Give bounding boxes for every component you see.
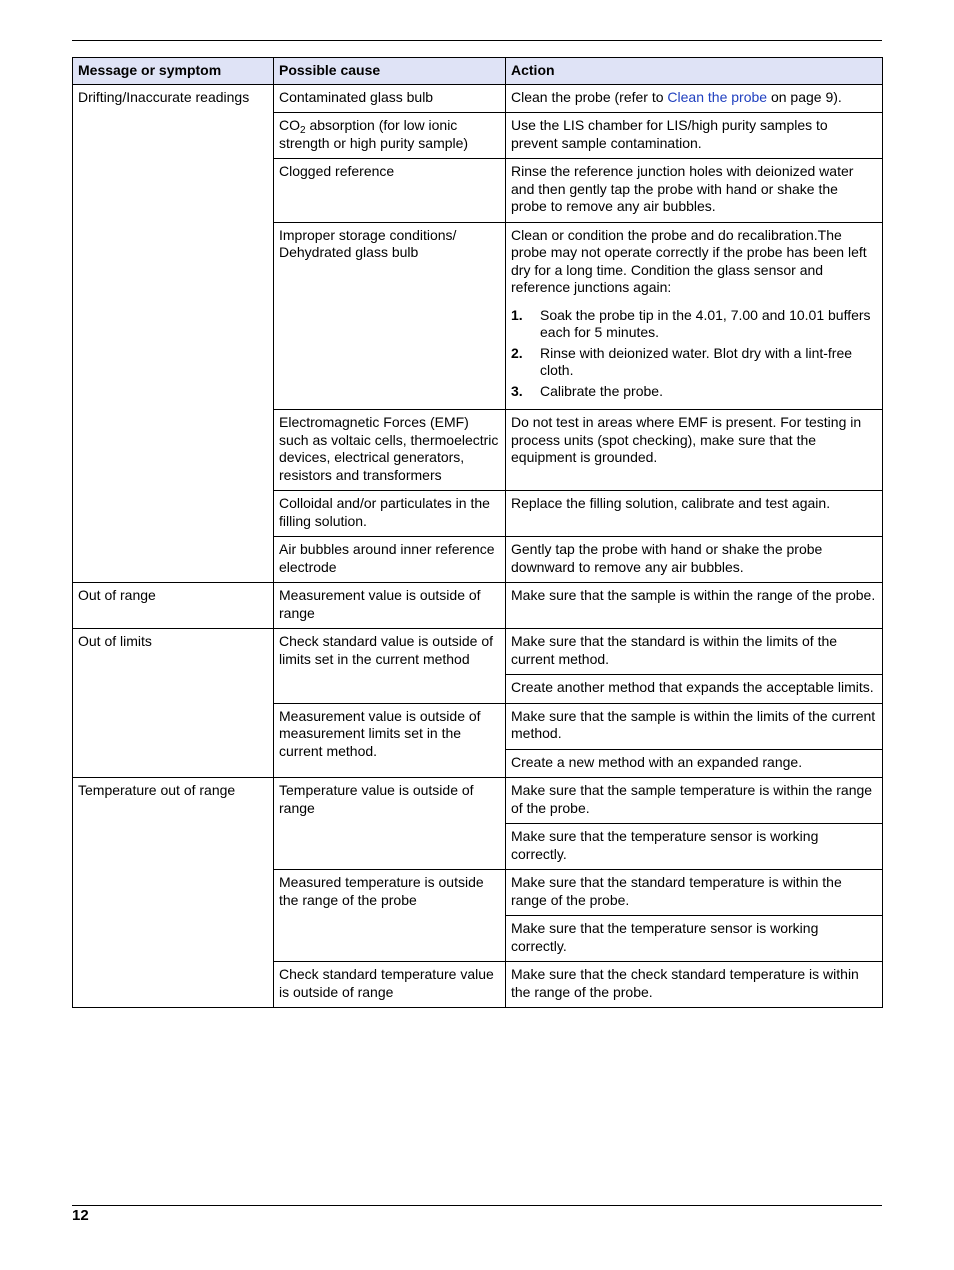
cause-cell: Air bubbles around inner reference electrode xyxy=(274,537,506,583)
action-cell: Gently tap the probe with hand or shake the probe downward to remove any air bubbles. xyxy=(506,537,883,583)
action-cell: Make sure that the standard temperature is within the range of the probe. xyxy=(506,870,883,916)
action-cell: Use the LIS chamber for LIS/high purity samples to prevent sample contamination. xyxy=(506,113,883,159)
cause-cell: Measured temperature is outside the range of the probe xyxy=(274,870,506,962)
table-header-row xyxy=(73,58,883,85)
step-text: Soak the probe tip in the 4.01, 7.00 and 10.01 buffers each for 5 minutes. xyxy=(540,306,871,340)
cause-cell: Check standard temperature value is outside of range xyxy=(274,962,506,1008)
cause-cell: Measurement value is outside of measurement limits set in the current method. xyxy=(274,703,506,778)
steps-list xyxy=(511,307,877,401)
step-text: Rinse with deionized water. Blot dry with a lint-free cloth. xyxy=(540,344,853,378)
symptom-cell: Temperature out of range xyxy=(73,778,274,1008)
header-rule xyxy=(72,40,882,41)
cause-cell: Colloidal and/or particulates in the filling solution. xyxy=(274,491,506,537)
troubleshooting-table xyxy=(72,57,883,1008)
list-item xyxy=(511,307,877,342)
table-row xyxy=(73,84,883,113)
action-cell: Make sure that the sample temperature is within the range of the probe. xyxy=(506,778,883,824)
cause-cell: Clogged reference xyxy=(274,159,506,223)
cause-cell: Check standard value is outside of limits set in the current method xyxy=(274,629,506,704)
symptom-cell: Out of range xyxy=(73,583,274,629)
action-intro: Clean or condition the probe and do recalibration.The probe may not operate correctly if the probe has been left dry for a long time. Condition the glass sensor and reference junctions again: xyxy=(511,226,867,295)
symptom-cell: Drifting/Inaccurate readings xyxy=(73,84,274,583)
table-row xyxy=(73,629,883,675)
cause-cell: Contaminated glass bulb xyxy=(274,84,506,113)
cause-cell xyxy=(274,113,506,159)
action-cell: Create a new method with an expanded range. xyxy=(506,749,883,778)
action-cell: Make sure that the sample is within the limits of the current method. xyxy=(506,703,883,749)
table-row xyxy=(73,583,883,629)
action-cell: Rinse the reference junction holes with deionized water and then gently tap the probe with hand or shake the probe to remove any air bubbles. xyxy=(506,159,883,223)
action-cell: Make sure that the sample is within the range of the probe. xyxy=(506,583,883,629)
cause-cell: Electromagnetic Forces (EMF) such as voltaic cells, thermoelectric devices, electrical generators, resistors and transformers xyxy=(274,410,506,491)
cause-cell: Measurement value is outside of range xyxy=(274,583,506,629)
list-item xyxy=(511,345,877,380)
subscript: 2 xyxy=(300,125,306,136)
action-text: Clean the probe (refer to xyxy=(511,88,668,105)
action-cell: Make sure that the check standard temperature is within the range of the probe. xyxy=(506,962,883,1008)
cause-cell: Temperature value is outside of range xyxy=(274,778,506,870)
action-text: on page 9). xyxy=(767,88,842,105)
action-cell: Do not test in areas where EMF is present. For testing in process units (spot checking), make sure that the equipment is grounded. xyxy=(506,410,883,491)
step-text: Calibrate the probe. xyxy=(540,382,663,399)
column-header-action: Action xyxy=(506,58,883,85)
action-cell xyxy=(506,222,883,410)
action-cell: Create another method that expands the acceptable limits. xyxy=(506,675,883,704)
list-item xyxy=(511,383,877,401)
action-cell xyxy=(506,84,883,113)
column-header-cause: Possible cause xyxy=(274,58,506,85)
action-cell: Make sure that the standard is within the limits of the current method. xyxy=(506,629,883,675)
page-number: 12 xyxy=(72,1207,89,1224)
cause-text: CO xyxy=(279,117,300,133)
action-cell: Make sure that the temperature sensor is working correctly. xyxy=(506,916,883,962)
table-row xyxy=(73,778,883,824)
cause-cell: Improper storage conditions/ Dehydrated glass bulb xyxy=(274,222,506,410)
cause-text: absorption (for low ionic strength or high purity sample) xyxy=(279,117,469,151)
action-cell: Make sure that the temperature sensor is working correctly. xyxy=(506,824,883,870)
step-number: 1. xyxy=(511,306,523,323)
step-number: 3. xyxy=(511,382,523,399)
symptom-cell: Out of limits xyxy=(73,629,274,778)
action-cell: Replace the filling solution, calibrate and test again. xyxy=(506,491,883,537)
step-number: 2. xyxy=(511,344,523,361)
column-header-symptom: Message or symptom xyxy=(73,58,274,85)
footer-rule xyxy=(72,1205,882,1206)
clean-probe-link[interactable]: Clean the probe xyxy=(667,88,768,105)
